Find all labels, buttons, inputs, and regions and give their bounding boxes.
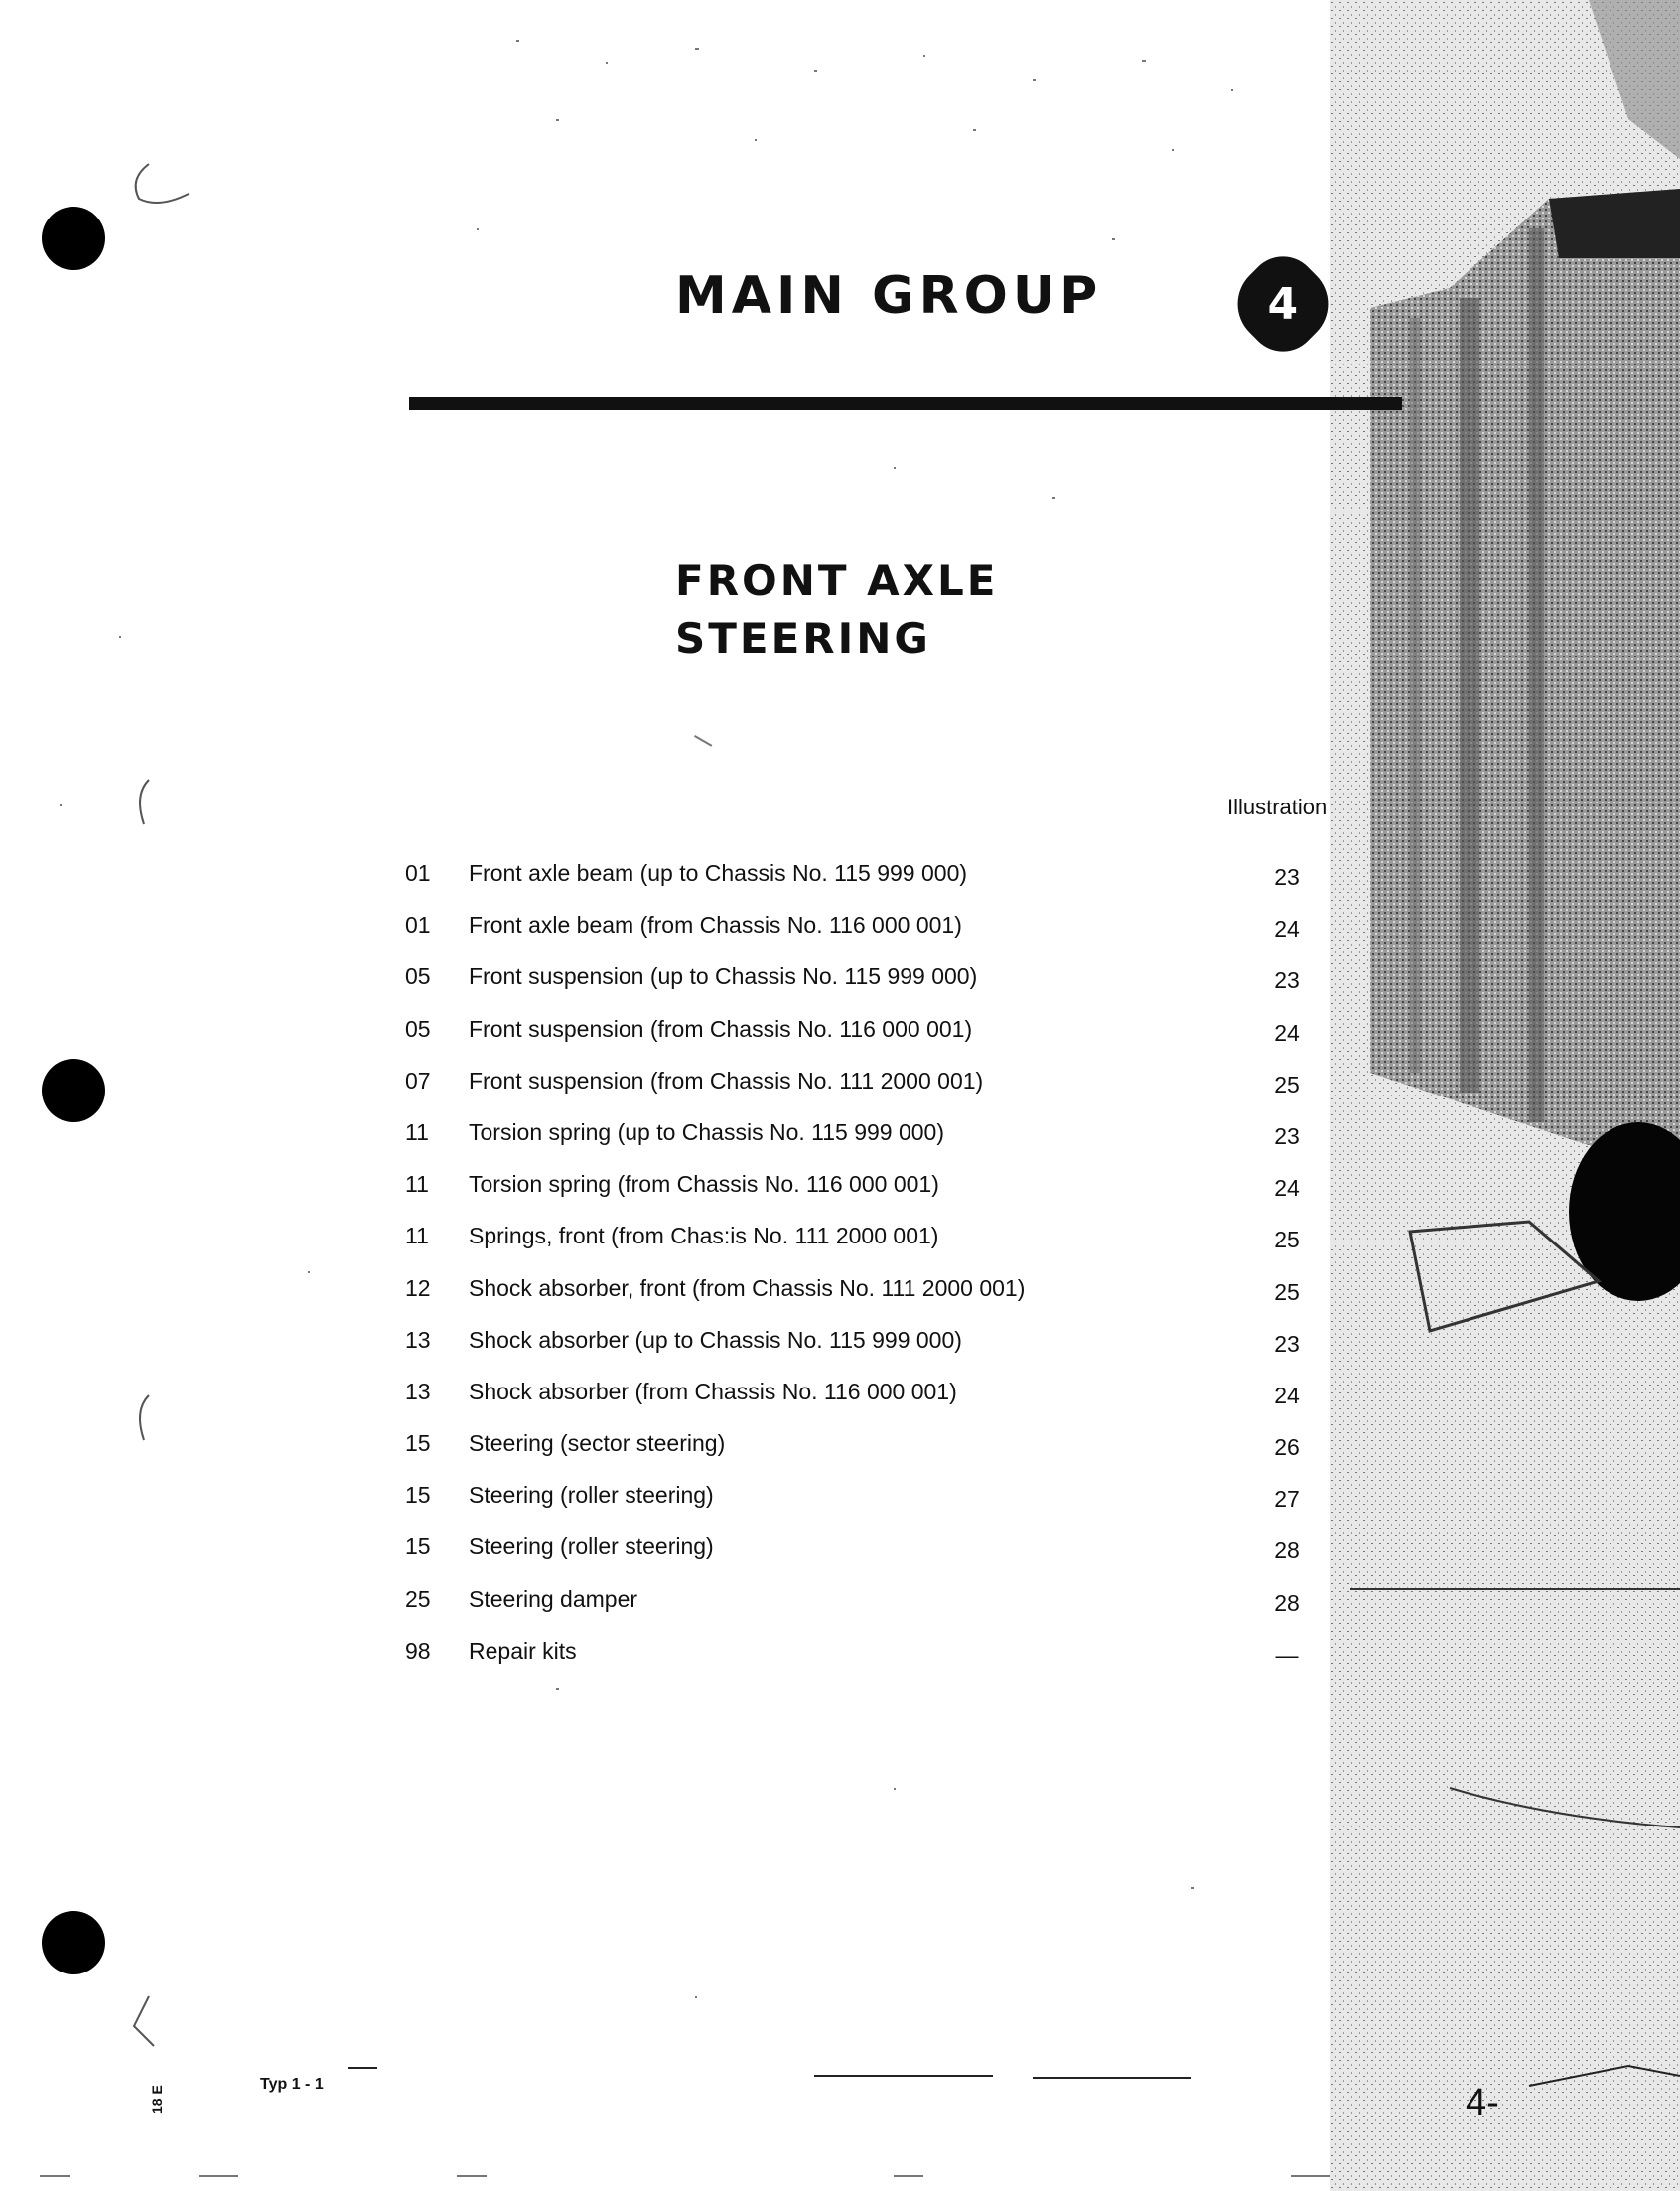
item-code: 07 (405, 1067, 431, 1094)
item-code: 15 (405, 1534, 431, 1560)
item-description: Torsion spring (up to Chassis No. 115 999 000) (469, 1118, 945, 1145)
item-code: 01 (405, 912, 431, 939)
item-description: Springs, front (from Chas:is No. 111 2000 001) (469, 1223, 939, 1249)
list-item (397, 1373, 1350, 1424)
item-code: 13 (405, 1378, 431, 1404)
item-description: Steering (sector steering) (469, 1430, 726, 1457)
item-description: Torsion spring (from Chassis No. 116 000 001) (469, 1171, 939, 1198)
list-item (397, 1632, 1350, 1683)
section-title-line2: STEERING (675, 614, 931, 662)
item-code: 05 (405, 1015, 431, 1042)
illustration-column-header: Illustration (1227, 795, 1328, 819)
item-illustration: 25 (1274, 1071, 1300, 1097)
list-item (397, 1217, 1350, 1268)
item-description: Steering (roller steering) (469, 1482, 714, 1509)
item-description: Front suspension (up to Chassis No. 115 999 000) (469, 963, 978, 990)
item-illustration: — (1275, 1641, 1299, 1668)
item-description: Steering (roller steering) (469, 1534, 714, 1560)
item-illustration: 24 (1274, 1019, 1300, 1046)
item-illustration: 27 (1274, 1486, 1300, 1513)
item-illustration: 25 (1274, 1227, 1300, 1253)
item-illustration: 23 (1274, 864, 1300, 890)
item-description: Front axle beam (from Chassis No. 116 000 001) (469, 912, 962, 939)
item-code: 15 (405, 1430, 431, 1457)
list-item (397, 1476, 1350, 1528)
item-description: Front suspension (from Chassis No. 116 000 001) (469, 1015, 973, 1042)
item-code: 05 (405, 963, 431, 990)
item-illustration: 24 (1274, 916, 1300, 943)
header-rule (409, 397, 1402, 410)
item-illustration: 25 (1274, 1278, 1300, 1305)
binder-hole-bottom (42, 1911, 105, 1974)
list-item (397, 854, 1350, 906)
item-description: Shock absorber, front (from Chassis No. 111 2000 001) (469, 1274, 1026, 1301)
item-illustration: 23 (1274, 1330, 1300, 1357)
item-illustration: 23 (1274, 967, 1300, 994)
item-illustration: 28 (1274, 1589, 1300, 1616)
item-illustration: 24 (1274, 1175, 1300, 1202)
section-title-line1: FRONT AXLE (675, 556, 999, 605)
main-group-title: MAIN GROUP (675, 266, 1103, 326)
list-item (397, 1321, 1350, 1373)
list-item (397, 1269, 1350, 1321)
item-code: 01 (405, 860, 431, 886)
list-item (397, 1528, 1350, 1579)
item-code: 25 (405, 1585, 431, 1612)
group-number: 4 (1267, 278, 1299, 330)
margin-code: 18 E (149, 2085, 165, 2114)
page-number: 4- (1466, 2082, 1499, 2123)
item-description: Repair kits (469, 1637, 577, 1664)
list-item (397, 1062, 1350, 1113)
contents-list (397, 854, 1350, 1683)
item-code: 11 (405, 1171, 429, 1198)
item-code: 12 (405, 1274, 431, 1301)
item-code: 13 (405, 1326, 431, 1353)
group-number-badge (1221, 242, 1344, 365)
item-description: Shock absorber (up to Chassis No. 115 999 000) (469, 1326, 962, 1353)
item-illustration: 28 (1274, 1537, 1300, 1564)
item-code: 11 (405, 1223, 429, 1249)
item-description: Shock absorber (from Chassis No. 116 000 001) (469, 1378, 957, 1404)
list-item (397, 1580, 1350, 1632)
footer-type-label: Typ 1 - 1 (260, 2076, 324, 2093)
binder-hole-top (42, 207, 105, 270)
item-illustration: 23 (1274, 1122, 1300, 1149)
binder-hole-middle (42, 1059, 105, 1122)
item-description: Steering damper (469, 1585, 638, 1612)
item-code: 15 (405, 1482, 431, 1509)
list-item (397, 906, 1350, 957)
item-code: 11 (405, 1118, 429, 1145)
item-description: Front suspension (from Chassis No. 111 2000 001) (469, 1067, 984, 1094)
item-description: Front axle beam (up to Chassis No. 115 999 000) (469, 860, 968, 886)
item-illustration: 24 (1274, 1382, 1300, 1408)
list-item (397, 1113, 1350, 1165)
list-item (397, 1165, 1350, 1217)
item-code: 98 (405, 1637, 431, 1664)
side-photo-axle (1330, 0, 1680, 2191)
list-item (397, 1010, 1350, 1062)
list-item (397, 957, 1350, 1009)
list-item (397, 1424, 1350, 1476)
item-illustration: 26 (1274, 1434, 1300, 1461)
